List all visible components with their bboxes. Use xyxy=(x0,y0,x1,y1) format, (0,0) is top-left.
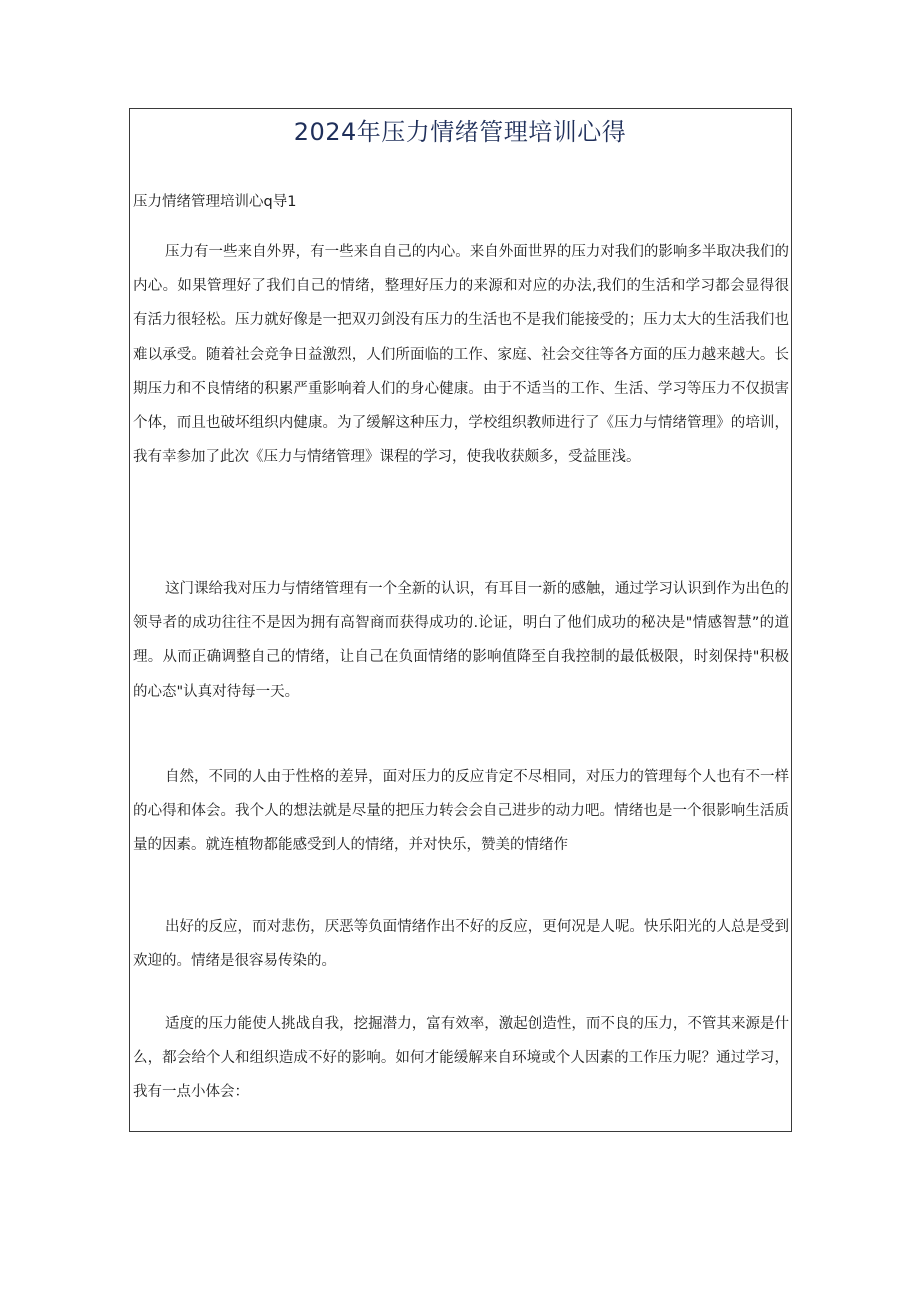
document-title: 2024年压力情绪管理培训心得 xyxy=(293,118,627,146)
section-heading: 压力情绪管理培训心q导1 xyxy=(133,194,297,210)
paragraph-2: 这门课给我对压力与情绪管理有一个全新的认识，有耳目一新的感触，通过学习认识到作为出色的领导者的成功往往不是因为拥有高智商而获得成功的.论证，明白了他们成功的秘决是"情感智慧”的道理。从而正确调整自己的情绪，让自己在负面情绪的影响值降至自我控制的最低极限，时刻保持"积极的心态"认真对待每一天。 xyxy=(133,581,789,700)
paragraph-1: 压力有一些来自外界，有一些来自自己的内心。来自外面世界的压力对我们的影响多半取决我们的内心。如果管理好了我们自己的情绪，整理好压力的来源和对应的办法,我们的生活和学习都会显得很有活力很轻松。压力就好像是一把双刃剑没有压力的生活也不是我们能接受的；压力太大的生活我们也难以承受。随着社会竞争日益激烈，人们所面临的工作、家庭、社会交往等各方面的压力越来越大。长期压力和不良情绪的积累严重影响着人们的身心健康。由于不适当的工作、生活、学习等压力不仅损害个体，而且也破坏组织内健康。为了缓解这种压力，学校组织教师进行了《压力与情绪管理》的培训，我有幸参加了此次《压力与情绪管理》课程的学习，使我收获颇多，受益匪浅。 xyxy=(133,244,789,466)
paragraph-4: 出好的反应，而对悲伤，厌恶等负面情绪作出不好的反应，更何况是人呢。快乐阳光的人总是受到欢迎的。情绪是很容易传染的。 xyxy=(133,919,789,970)
paragraph-3: 自然，不同的人由于性格的差异，面对压力的反应肯定不尽相同，对压力的管理每个人也有不一样的心得和体会。我个人的想法就是尽量的把压力转会会自己进步的动力吧。情绪也是一个很影响生活质量的因素。就连植物都能感受到人的情绪，并对快乐，赞美的情绪作 xyxy=(133,769,789,854)
paragraph-5: 适度的压力能使人挑战自我，挖掘潜力，富有效率，激起创造性，而不良的压力，不管其来源是什么，都会给个人和组织造成不好的影响。如何才能缓解来自环境或个人因素的工作压力呢？通过学习，我有一点小体会： xyxy=(133,1016,789,1101)
